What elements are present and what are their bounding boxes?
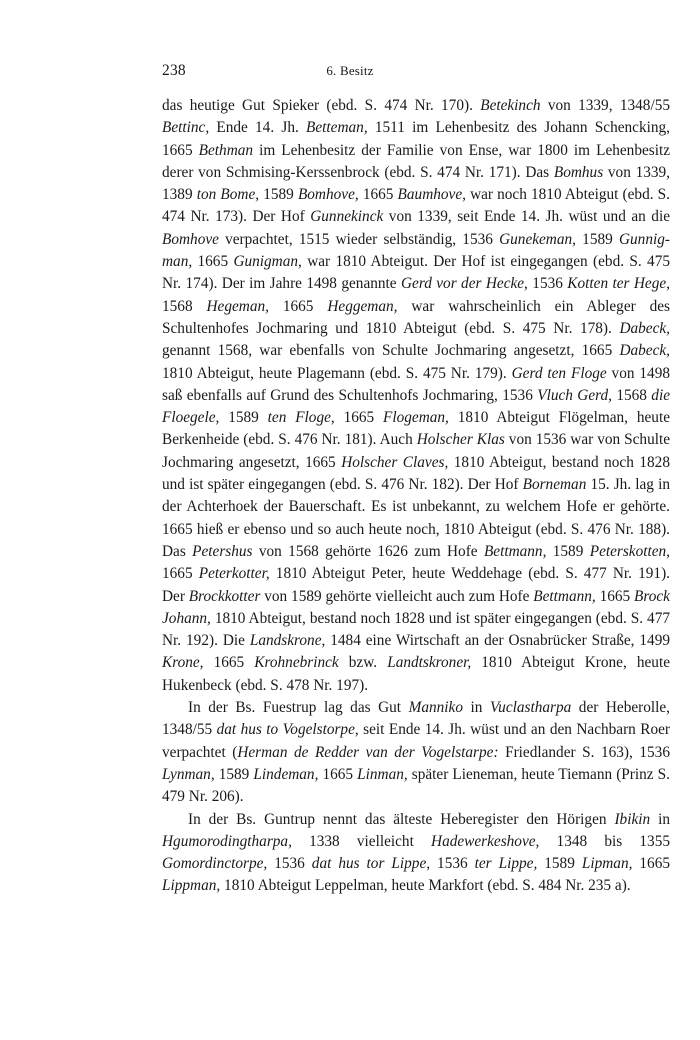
italic-term: Dabeck, bbox=[619, 342, 670, 360]
text-run: von 1339, seit Ende 14. Jh. wüst und an die bbox=[383, 208, 670, 226]
text-run: 1810 Abteigut, bestand noch 1828 und ist später eingegangen (ebd. S. 476 Nr. 182). Der Hof bbox=[162, 453, 670, 494]
text-run: In der Bs. Fuestrup lag das Gut bbox=[188, 699, 409, 717]
italic-term: Manniko bbox=[408, 699, 463, 717]
italic-term: Hegeman, bbox=[206, 297, 269, 315]
italic-term: ton Bome, bbox=[196, 186, 260, 204]
text-run: in bbox=[650, 810, 670, 828]
italic-term: Vluch Gerd, bbox=[537, 386, 612, 404]
italic-term: Bomhove bbox=[162, 230, 219, 248]
text-run: 1810 Abteigut Flögelman, heute Berkenheide (ebd. S. 476 Nr. 181). Auch bbox=[162, 409, 670, 449]
text-run: 15. Jh. lag in der Achterhoek der Bauerschaft. Es ist unbekannt, zu welchem Hofe er gehörte. 1665 hieß er ebenso und so auch heute noch, 1810 Abteigut (ebd. S. 476 Nr. 188). Das bbox=[162, 476, 670, 560]
italic-term: Brockkotter bbox=[188, 587, 261, 605]
text-run: 1665 bbox=[268, 297, 328, 315]
text-run: 1589 bbox=[537, 855, 582, 873]
text-run: 1568 bbox=[162, 297, 207, 315]
text-run: 1665 bbox=[318, 765, 358, 783]
paragraph bbox=[162, 697, 670, 808]
italic-term: Peterkotter, bbox=[198, 565, 270, 583]
text-run: In der Bs. Guntrup nennt das älteste Heberegister den Hörigen bbox=[188, 810, 615, 828]
italic-term: Holscher Claves, bbox=[341, 453, 449, 471]
italic-term: Bettmann, bbox=[483, 542, 547, 560]
italic-term: Gunekeman, bbox=[499, 230, 576, 248]
text-run: 1338 vielleicht bbox=[291, 832, 432, 850]
text-run: 1536 bbox=[267, 855, 312, 873]
italic-term: dat hus tor Lippe, bbox=[311, 855, 431, 873]
text-run: das heutige Gut Spieker (ebd. S. 474 Nr. 170). bbox=[162, 97, 481, 114]
italic-term: dat hus to Vogelstorpe, bbox=[216, 721, 359, 739]
text-run: von 1536 war von Schulte Jochmaring angesetzt, 1665 bbox=[162, 431, 671, 471]
italic-term: Petershus bbox=[192, 542, 253, 560]
italic-term: Gunigman, bbox=[233, 253, 302, 271]
italic-term: Betekinch bbox=[480, 97, 541, 114]
text-run: war noch 1810 Abteigut (ebd. S. 474 Nr. 173). Der Hof bbox=[162, 186, 671, 226]
text-run: im Lehenbesitz der Familie von Ense, war 1800 im Lehenbesitz derer von Schmising-Kerssenbrock (ebd. S. 474 Nr. 171). Das bbox=[162, 141, 670, 181]
italic-term: Krone, bbox=[162, 654, 204, 672]
text-run: 1665 bbox=[334, 409, 384, 427]
italic-term: Brock Johann, bbox=[162, 587, 670, 627]
text-run: 1589 bbox=[546, 542, 590, 560]
italic-term: Peterskotten, bbox=[589, 542, 670, 560]
italic-term: Gomordinctorpe, bbox=[162, 855, 268, 873]
italic-term: Ibikin bbox=[614, 810, 651, 828]
text-run: bzw. bbox=[338, 654, 388, 672]
text-run: 1511 im Lehenbesitz des Johann Schencking, 1665 bbox=[162, 119, 670, 159]
text-run: war 1810 Abteigut. Der Hof ist eingegangen (ebd. S. 475 Nr. 174). Der im Jahre 1498 genannte bbox=[162, 253, 670, 293]
text-run: Ende 14. Jh. bbox=[209, 119, 307, 137]
text-run: von 1339, 1389 bbox=[162, 163, 670, 204]
italic-term: Borneman bbox=[522, 476, 587, 494]
italic-term: Betteman, bbox=[306, 119, 368, 137]
text-run: 1810 Abteigut Krone, heute Hukenbeck (ebd. S. 478 Nr. 197). bbox=[162, 654, 670, 694]
italic-term: Lindeman, bbox=[253, 765, 319, 783]
running-head: 6. Besitz bbox=[326, 63, 374, 78]
text-run: von 1498 saß ebenfalls auf Grund des Schultenhofs Jochmaring, 1536 bbox=[162, 364, 671, 404]
text-run: von 1339, 1348/55 bbox=[540, 97, 670, 114]
text-run: Friedlander S. 163), 1536 bbox=[498, 743, 670, 761]
text-run: 1665 bbox=[358, 186, 398, 204]
italic-term: ten Floge, bbox=[267, 409, 335, 427]
italic-term: Dabeck, bbox=[619, 319, 670, 337]
italic-term: Krohnebrinck bbox=[254, 654, 339, 672]
italic-term: Bomhus bbox=[553, 163, 604, 181]
italic-term: Lynman, bbox=[162, 765, 215, 783]
text-run: 1484 eine Wirtschaft an der Osnabrücker Straße, 1499 bbox=[325, 632, 671, 650]
italic-term: Gerd vor der Hecke, bbox=[400, 275, 528, 293]
italic-term: Gerd ten Floge bbox=[511, 364, 607, 382]
text-run: von 1568 gehörte 1626 zum Hofe bbox=[252, 542, 484, 560]
italic-term: Hadewerkeshove, bbox=[431, 832, 540, 850]
italic-term: Gunnigman, bbox=[162, 230, 670, 271]
text-run: 1589 bbox=[259, 186, 298, 204]
italic-term: Gunnekinck bbox=[310, 208, 384, 226]
italic-term: Lipman, bbox=[581, 855, 633, 873]
text-run: 1810 Abteigut, bestand noch 1828 und ist später eingegangen (ebd. S. 477 Nr. 192). Die bbox=[162, 609, 670, 650]
text-run: seit Ende 14. Jh. wüst und an den Nachbarn Roer verpachtet ( bbox=[162, 721, 670, 761]
italic-term: Hgumorodingtharpa, bbox=[162, 832, 292, 850]
text-run: später Lieneman, heute Tiemann (Prinz S. 479 Nr. 206). bbox=[162, 765, 670, 806]
text-run: 1589 bbox=[219, 409, 268, 427]
italic-term: Heggeman, bbox=[327, 297, 398, 315]
italic-term: Flogeman, bbox=[383, 409, 449, 427]
italic-term: Landskrone, bbox=[249, 632, 326, 650]
text-run: genannt 1568, war ebenfalls von Schulte Jochmaring angesetzt, 1665 bbox=[162, 342, 620, 360]
italic-term: Bethman bbox=[198, 141, 254, 159]
italic-term: Herman de Redder van der Vogelstarpe: bbox=[237, 743, 499, 761]
italic-term: Landtskroner, bbox=[387, 654, 472, 672]
italic-term: Lippman, bbox=[162, 877, 221, 895]
body-text bbox=[162, 95, 670, 898]
italic-term: Baumhove, bbox=[397, 186, 466, 204]
text-run: 1589 bbox=[214, 765, 254, 783]
italic-term: Bettmann, bbox=[533, 587, 596, 605]
italic-term: die Floegele, bbox=[162, 386, 670, 427]
text-run: 1536 bbox=[430, 855, 475, 873]
italic-term: ter Lippe, bbox=[474, 855, 538, 873]
text-run: 1589 bbox=[575, 230, 619, 248]
italic-term: Bomhove, bbox=[297, 186, 359, 204]
text-run: 1810 Abteigut Peter, heute Weddehage (ebd. S. 477 Nr. 191). Der bbox=[162, 565, 670, 605]
text-run: 1810 Abteigut, heute Plagemann (ebd. S. 475 Nr. 179). bbox=[162, 364, 512, 382]
text-run: 1665 bbox=[203, 654, 255, 672]
text-run: von 1589 gehörte vielleicht auch zum Hofe bbox=[260, 587, 534, 605]
italic-term: Holscher Klas bbox=[416, 431, 505, 449]
text-run: in bbox=[462, 699, 490, 717]
italic-term: Linman, bbox=[357, 765, 408, 783]
text-run: 1665 bbox=[632, 855, 670, 873]
text-run: 1665 bbox=[595, 587, 635, 605]
paragraph bbox=[162, 809, 670, 898]
text-run: 1568 bbox=[611, 386, 652, 404]
text-run: 1665 bbox=[192, 253, 234, 271]
text-run: 1665 bbox=[162, 565, 199, 583]
text-run: war wahrscheinlich ein Ableger des Schultenhofes Jochmaring und 1810 Abteigut (ebd. S. 475 Nr. 178). bbox=[162, 297, 670, 337]
italic-term: Bettinc, bbox=[162, 119, 210, 137]
text-run: der Heberolle, 1348/55 bbox=[162, 699, 671, 739]
italic-term: Vuclastharpa bbox=[489, 699, 572, 717]
text-run: verpachtet, 1515 wieder selbständig, 1536 bbox=[218, 230, 500, 248]
text-run: 1348 bis 1355 bbox=[539, 832, 671, 850]
italic-term: Kotten ter Hege, bbox=[567, 275, 670, 293]
text-run: 1810 Abteigut Leppelman, heute Markfort (ebd. S. 484 Nr. 235 a). bbox=[220, 877, 631, 895]
text-run: 1536 bbox=[527, 275, 568, 293]
paragraph bbox=[162, 95, 670, 697]
page-number: 238 bbox=[162, 62, 186, 79]
